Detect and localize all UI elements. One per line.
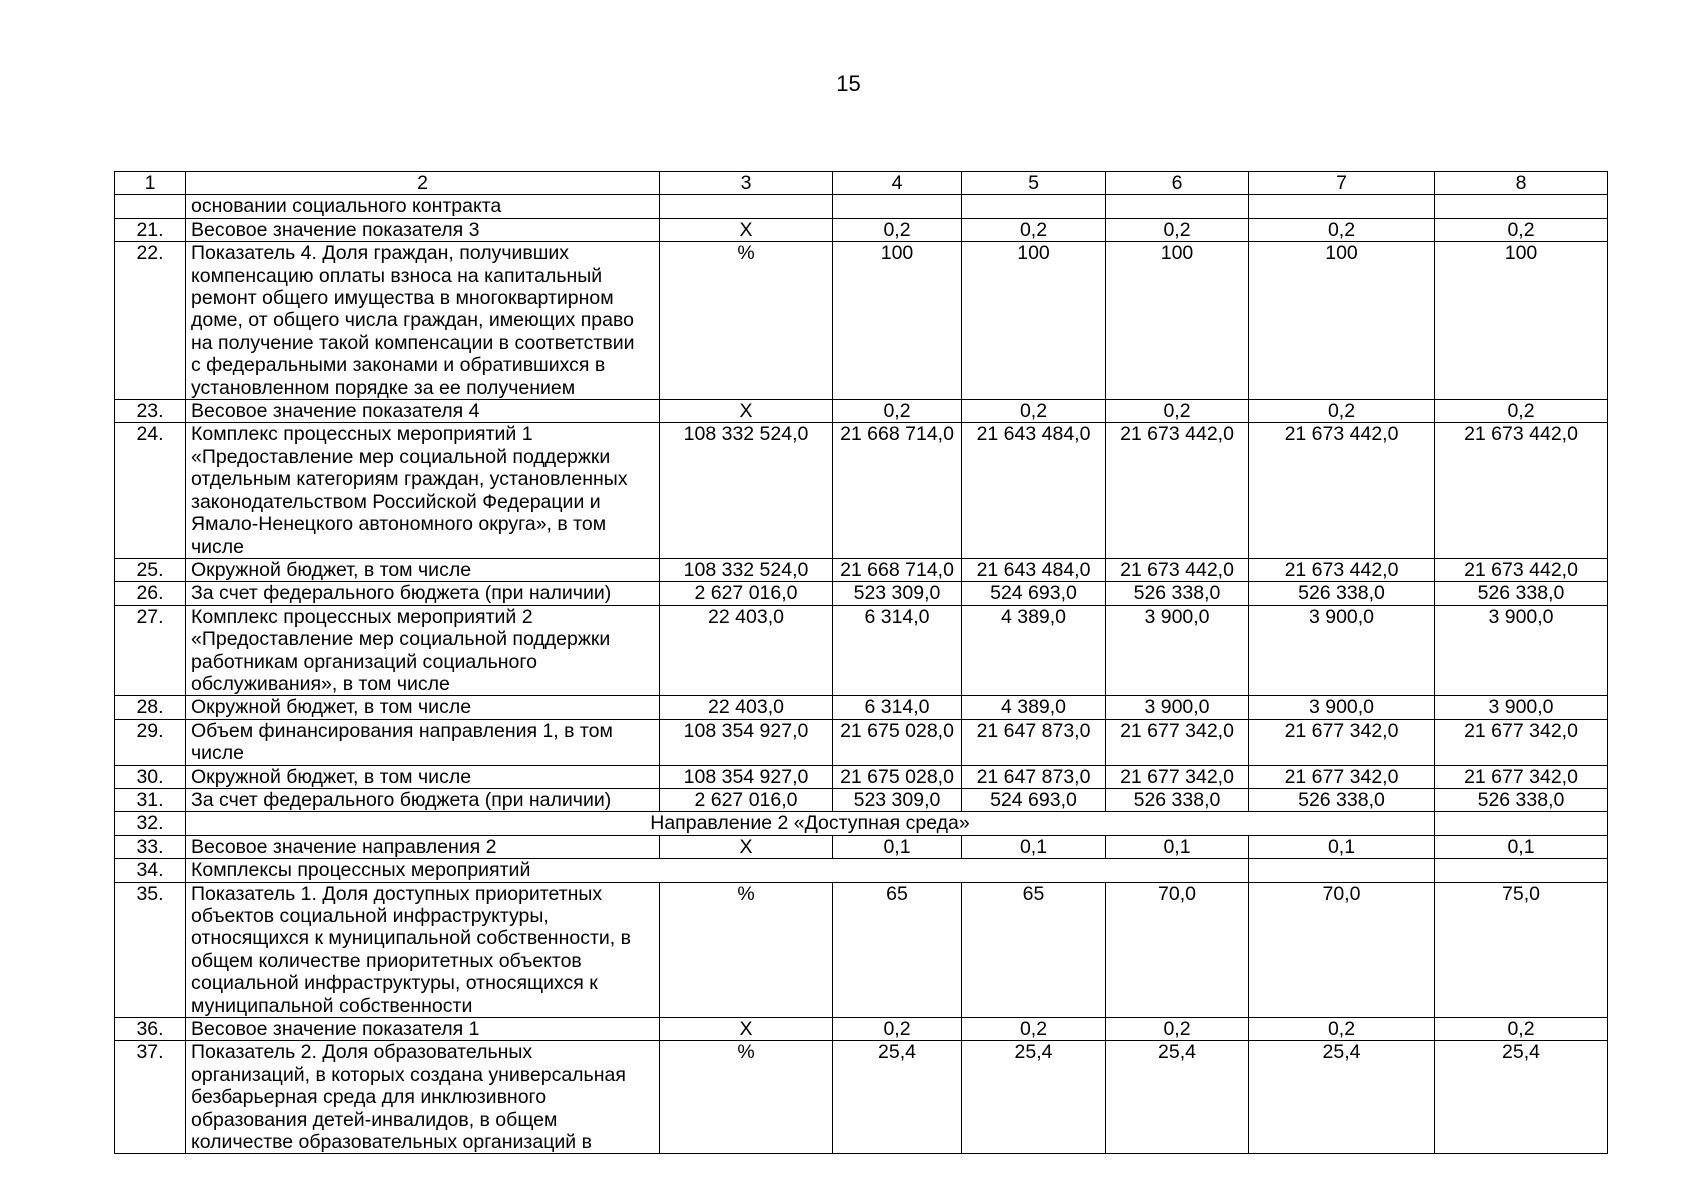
description-line: числе: [191, 535, 245, 558]
value-cell: 526 338,0: [1106, 582, 1249, 605]
row-description: [186, 765, 660, 788]
value-cell: 108 354 927,0: [660, 765, 833, 788]
value-cell: 21 673 442,0: [1106, 423, 1249, 558]
table-row: [115, 812, 1608, 835]
description-line: За счет федерального бюджета (при наличии): [191, 788, 612, 811]
value-cell: %: [660, 242, 833, 400]
row-number: 26.: [115, 582, 186, 605]
row-description: [186, 696, 660, 719]
table-row: [115, 558, 1608, 581]
row-number: 21.: [115, 218, 186, 241]
value-cell: 21 647 873,0: [962, 719, 1106, 765]
value-cell: 0,2: [1435, 1018, 1608, 1041]
value-cell: 526 338,0: [1435, 788, 1608, 811]
description-line: Окружной бюджет, в том числе: [191, 765, 472, 788]
description-line: обслуживания», в том числе: [191, 672, 450, 695]
value-cell: [1435, 812, 1608, 835]
table-row: [115, 423, 1608, 558]
value-cell: 6 314,0: [833, 605, 962, 696]
value-cell: 21 675 028,0: [833, 765, 962, 788]
value-cell: %: [660, 882, 833, 1017]
value-cell: 21 668 714,0: [833, 423, 962, 558]
value-cell: 0,2: [1249, 400, 1435, 423]
table-row: [115, 400, 1608, 423]
description-line: установленном порядке за ее получением: [191, 376, 576, 399]
column-header: 1: [115, 172, 186, 195]
description-line: законодательством Российской Федерации и: [191, 490, 601, 513]
value-cell: 0,2: [962, 400, 1106, 423]
column-header: 2: [186, 172, 660, 195]
column-header: 4: [833, 172, 962, 195]
column-header: 8: [1435, 172, 1608, 195]
row-number: 29.: [115, 719, 186, 765]
value-cell: 0,2: [1249, 218, 1435, 241]
value-cell: 21 677 342,0: [1249, 765, 1435, 788]
row-number: 32.: [115, 812, 186, 835]
value-cell: 25,4: [1249, 1041, 1435, 1154]
value-cell: 526 338,0: [1249, 582, 1435, 605]
row-description: [186, 1018, 660, 1041]
description-line: «Предоставление мер социальной поддержки: [191, 628, 611, 651]
row-number: 35.: [115, 882, 186, 1017]
column-header: 6: [1106, 172, 1249, 195]
row-description: [186, 605, 660, 696]
value-cell: 0,2: [833, 1018, 962, 1041]
value-cell: [1435, 859, 1608, 882]
value-cell: 0,2: [962, 218, 1106, 241]
row-description: [186, 788, 660, 811]
value-cell: 523 309,0: [833, 582, 962, 605]
value-cell: 2 627 016,0: [660, 788, 833, 811]
value-cell: 21 643 484,0: [962, 558, 1106, 581]
description-line: основании социального контракта: [191, 195, 502, 218]
description-line: общем количестве приоритетных объектов: [191, 949, 582, 972]
value-cell: 0,2: [1435, 218, 1608, 241]
row-description: [186, 835, 660, 858]
description-line: Комплекс процессных мероприятий 2: [191, 605, 533, 628]
table-row: [115, 605, 1608, 696]
row-number: 30.: [115, 765, 186, 788]
row-number: 33.: [115, 835, 186, 858]
value-cell: 108 354 927,0: [660, 719, 833, 765]
value-cell: 21 677 342,0: [1435, 719, 1608, 765]
value-cell: 0,1: [962, 835, 1106, 858]
description-line: Комплекс процессных мероприятий 1: [191, 423, 533, 446]
value-cell: 526 338,0: [1106, 788, 1249, 811]
value-cell: 21 677 342,0: [1435, 765, 1608, 788]
description-line: безбарьерная среда для инклюзивного: [191, 1086, 547, 1109]
row-number: 28.: [115, 696, 186, 719]
description-line: Весовое значение направления 2: [191, 835, 497, 858]
value-cell: 75,0: [1435, 882, 1608, 1017]
table-row: [115, 788, 1608, 811]
section-heading: Направление 2 «Доступная среда»: [186, 812, 1435, 835]
value-cell: Х: [660, 218, 833, 241]
value-cell: [962, 195, 1106, 218]
table-row: [115, 835, 1608, 858]
table-row: [115, 1041, 1608, 1154]
value-cell: 526 338,0: [1435, 582, 1608, 605]
value-cell: 526 338,0: [1249, 788, 1435, 811]
description-line: с федеральными законами и обратившихся в: [191, 354, 606, 377]
column-header: 5: [962, 172, 1106, 195]
description-line: образования детей-инвалидов, в общем: [191, 1108, 558, 1131]
row-number: 27.: [115, 605, 186, 696]
value-cell: 21 675 028,0: [833, 719, 962, 765]
value-cell: 21 643 484,0: [962, 423, 1106, 558]
description-line: Весовое значение показателя 4: [191, 400, 480, 423]
row-number: 22.: [115, 242, 186, 400]
row-description: [186, 719, 660, 765]
section-heading: Комплексы процессных мероприятий: [186, 859, 1249, 882]
description-line: Ямало-Ненецкого автономного округа», в том: [191, 513, 607, 536]
value-cell: [1249, 195, 1435, 218]
value-cell: 0,2: [962, 1018, 1106, 1041]
value-cell: 21 673 442,0: [1106, 558, 1249, 581]
value-cell: 21 647 873,0: [962, 765, 1106, 788]
value-cell: 100: [833, 242, 962, 400]
row-number: 25.: [115, 558, 186, 581]
value-cell: 100: [1106, 242, 1249, 400]
value-cell: 0,2: [1106, 218, 1249, 241]
description-line: Весовое значение показателя 3: [191, 218, 480, 241]
value-cell: 0,1: [1435, 835, 1608, 858]
row-number: 36.: [115, 1018, 186, 1041]
value-cell: Х: [660, 835, 833, 858]
description-line: относящихся к муниципальной собственности, в: [191, 927, 631, 950]
value-cell: 3 900,0: [1106, 605, 1249, 696]
row-description: [186, 218, 660, 241]
row-number: 37.: [115, 1041, 186, 1154]
value-cell: 0,1: [1249, 835, 1435, 858]
value-cell: 22 403,0: [660, 696, 833, 719]
value-cell: 108 332 524,0: [660, 558, 833, 581]
table-row: [115, 765, 1608, 788]
table-row: [115, 242, 1608, 400]
value-cell: 0,2: [833, 400, 962, 423]
value-cell: 22 403,0: [660, 605, 833, 696]
value-cell: 25,4: [1435, 1041, 1608, 1154]
value-cell: 0,2: [1106, 1018, 1249, 1041]
table-row: [115, 859, 1608, 882]
description-line: Показатель 1. Доля доступных приоритетных: [191, 882, 603, 905]
row-number: [115, 195, 186, 218]
row-description: [186, 1041, 660, 1154]
value-cell: 524 693,0: [962, 788, 1106, 811]
value-cell: %: [660, 1041, 833, 1154]
value-cell: 21 677 342,0: [1106, 719, 1249, 765]
value-cell: 70,0: [1106, 882, 1249, 1017]
description-line: объектов социальной инфраструктуры,: [191, 905, 549, 927]
column-header: 3: [660, 172, 833, 195]
description-line: Окружной бюджет, в том числе: [191, 696, 472, 719]
value-cell: [1106, 195, 1249, 218]
value-cell: 21 677 342,0: [1106, 765, 1249, 788]
description-line: За счет федерального бюджета (при наличии): [191, 582, 612, 605]
value-cell: [833, 195, 962, 218]
value-cell: 100: [1435, 242, 1608, 400]
description-line: Показатель 2. Доля образовательных: [191, 1041, 533, 1064]
description-line: на получение такой компенсации в соответствии: [191, 331, 635, 354]
description-line: Весовое значение показателя 1: [191, 1018, 480, 1041]
description-line: организаций, в которых создана универсальная: [191, 1063, 626, 1086]
table-row: [115, 719, 1608, 765]
value-cell: 3 900,0: [1249, 696, 1435, 719]
column-header: 7: [1249, 172, 1435, 195]
value-cell: 21 668 714,0: [833, 558, 962, 581]
value-cell: 3 900,0: [1106, 696, 1249, 719]
value-cell: 21 673 442,0: [1249, 423, 1435, 558]
description-line: Показатель 4. Доля граждан, получивших: [191, 242, 570, 265]
description-line: Окружной бюджет, в том числе: [191, 558, 472, 581]
page-number: 15: [836, 71, 861, 96]
value-cell: 21 673 442,0: [1435, 558, 1608, 581]
value-cell: 4 389,0: [962, 605, 1106, 696]
value-cell: 6 314,0: [833, 696, 962, 719]
table-row: [115, 696, 1608, 719]
value-cell: 3 900,0: [1435, 696, 1608, 719]
value-cell: 100: [1249, 242, 1435, 400]
value-cell: 0,2: [1106, 400, 1249, 423]
row-description: [186, 423, 660, 558]
table-row: [115, 218, 1608, 241]
value-cell: 21 677 342,0: [1249, 719, 1435, 765]
description-line: Объем финансирования направления 1, в том: [191, 719, 613, 742]
row-description: [186, 195, 660, 218]
table-row: [115, 882, 1608, 1017]
value-cell: 524 693,0: [962, 582, 1106, 605]
description-line: работникам организаций социального: [191, 650, 537, 673]
value-cell: 100: [962, 242, 1106, 400]
value-cell: 25,4: [1106, 1041, 1249, 1154]
table-body: [115, 172, 1608, 1154]
value-cell: 523 309,0: [833, 788, 962, 811]
value-cell: 65: [833, 882, 962, 1017]
description-line: муниципальной собственности: [191, 994, 473, 1017]
description-line: компенсацию оплаты взноса на капитальный: [191, 264, 603, 287]
table-row: [115, 1018, 1608, 1041]
value-cell: 21 673 442,0: [1249, 558, 1435, 581]
row-description: [186, 242, 660, 400]
row-description: [186, 400, 660, 423]
table-row: [115, 582, 1608, 605]
table-row: [115, 195, 1608, 218]
value-cell: 3 900,0: [1435, 605, 1608, 696]
value-cell: 0,1: [833, 835, 962, 858]
value-cell: 21 673 442,0: [1435, 423, 1608, 558]
row-number: 31.: [115, 788, 186, 811]
value-cell: 25,4: [962, 1041, 1106, 1154]
description-line: ремонт общего имущества в многоквартирном: [191, 287, 614, 310]
value-cell: [1249, 859, 1435, 882]
value-cell: [660, 195, 833, 218]
row-number: 23.: [115, 400, 186, 423]
description-line: доме, от общего числа граждан, имеющих право: [191, 309, 634, 332]
value-cell: 0,2: [1435, 400, 1608, 423]
row-description: [186, 882, 660, 1017]
row-number: 34.: [115, 859, 186, 882]
row-number: 24.: [115, 423, 186, 558]
row-description: [186, 558, 660, 581]
value-cell: 4 389,0: [962, 696, 1106, 719]
value-cell: 0,2: [1249, 1018, 1435, 1041]
description-line: количестве образовательных организаций в: [191, 1131, 592, 1154]
value-cell: 3 900,0: [1249, 605, 1435, 696]
value-cell: 0,1: [1106, 835, 1249, 858]
description-line: социальной инфраструктуры, относящихся к: [191, 972, 598, 995]
value-cell: [1435, 195, 1608, 218]
value-cell: 25,4: [833, 1041, 962, 1154]
description-line: «Предоставление мер социальной поддержки: [191, 445, 611, 468]
value-cell: Х: [660, 1018, 833, 1041]
description-line: отдельным категориям граждан, установленных: [191, 468, 628, 491]
table-header-row: [115, 172, 1608, 195]
value-cell: 0,2: [833, 218, 962, 241]
value-cell: 70,0: [1249, 882, 1435, 1017]
row-description: [186, 582, 660, 605]
data-table: [114, 171, 1608, 1154]
value-cell: 2 627 016,0: [660, 582, 833, 605]
value-cell: 65: [962, 882, 1106, 1017]
value-cell: Х: [660, 400, 833, 423]
value-cell: 108 332 524,0: [660, 423, 833, 558]
description-line: числе: [191, 742, 245, 765]
